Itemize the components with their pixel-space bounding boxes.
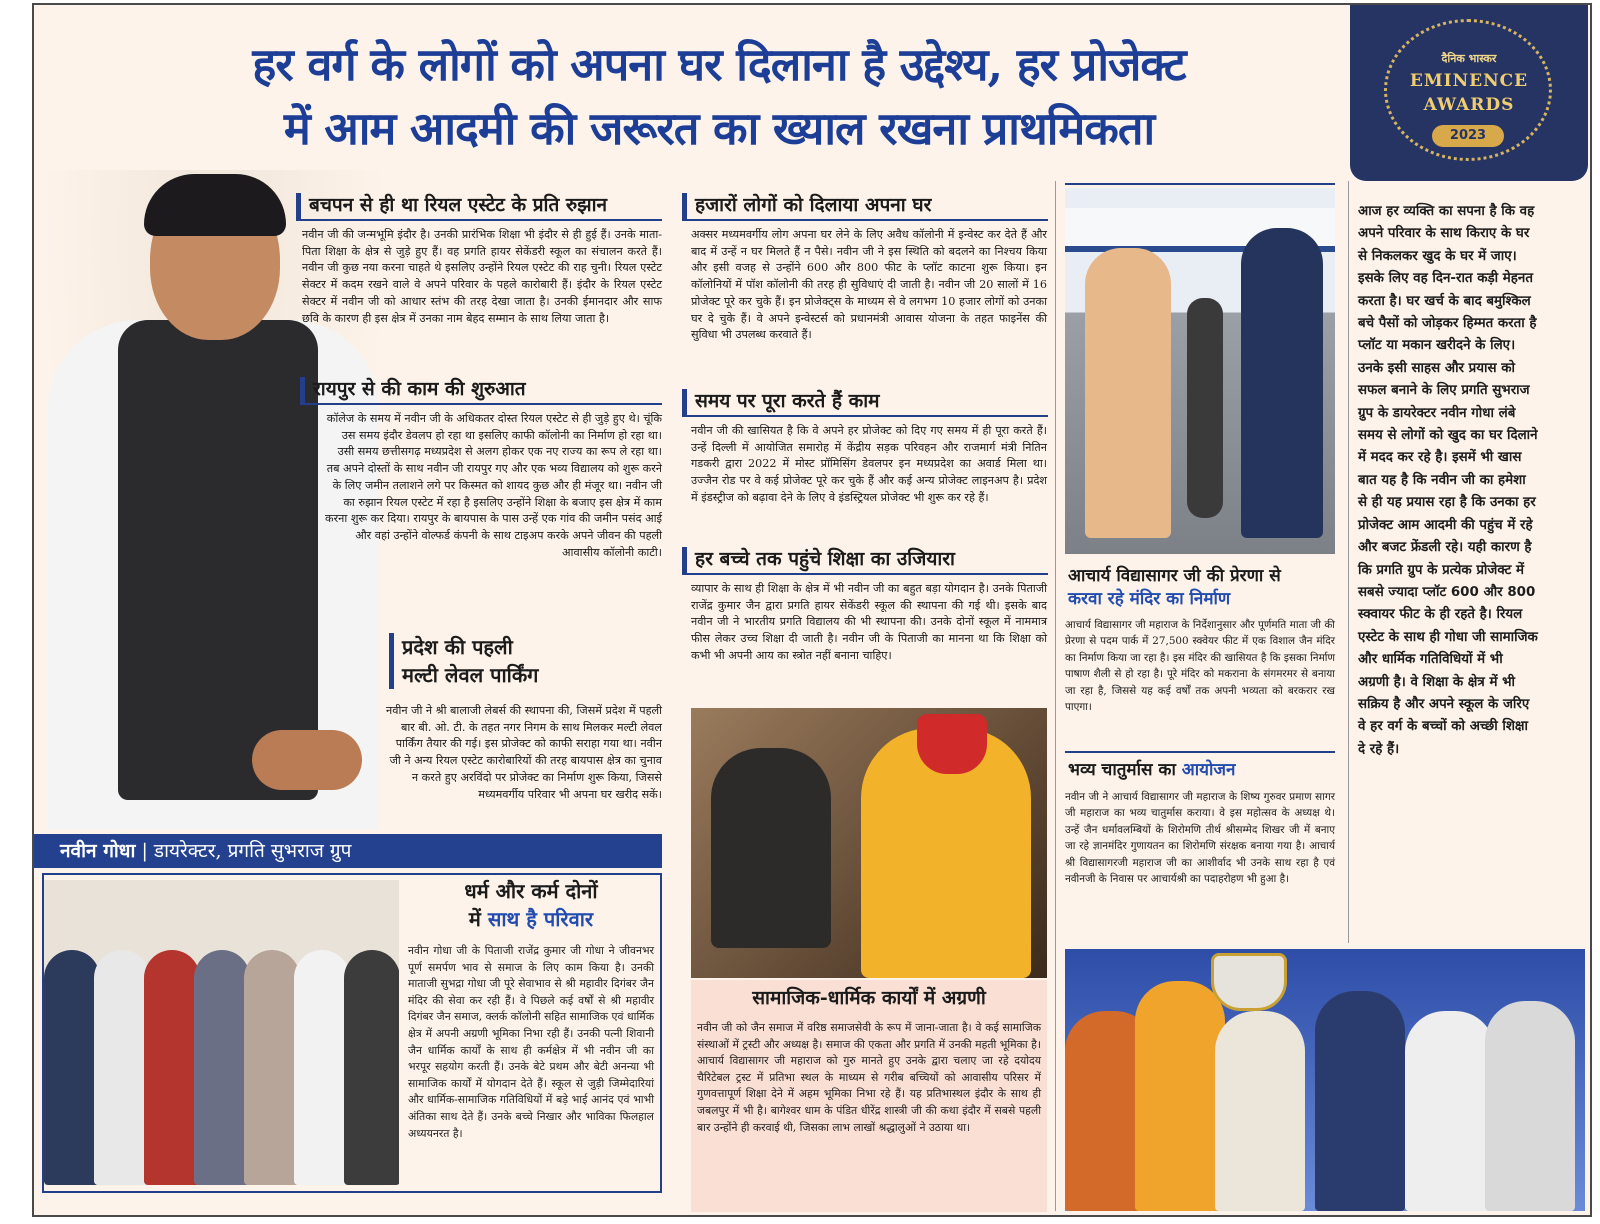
- eminence-awards-badge: [1350, 5, 1588, 181]
- text-parking: नवीन जी ने श्री बालाजी लेबर्स की स्थापना की, जिसमें प्रदेश में पहली बार बी. ओ. टी. के तहत नगर निगम के साथ मिलकर मल्टी लेवल पार्किंग तैयार की गई। इस प्रोजेक्ट को काफी सराहा गया था। नवीन जी ने अन्य रियल एस्टेट कारोबारियों की तरह बायपास क्षेत्र का चुनाव न करते हुए अरविंदो पर प्रोजेक्ट का निर्माण शुरू किया, जिससे मध्यमवर्गीय परिवार भी अपना घर खरीद सकें।: [386, 704, 662, 801]
- badge-brand: दैनिक भास्कर: [1441, 52, 1497, 65]
- heading-ontime: समय पर पूरा करते हैं काम: [682, 389, 1048, 417]
- heading-chaturmas: भव्य चातुर्मास का आयोजन: [1068, 760, 1236, 780]
- heading-family-highlight: साथ है परिवार: [487, 907, 594, 931]
- heading-parking: [389, 633, 662, 689]
- text-raipur: कॉलेज के समय में नवीन जी के अधिकतर दोस्त रियल एस्टेट से ही जुड़े हुए थे। चूंकि उस समय इंदौर डेवलप हो रहा था इसलिए काफी कॉलोनी का निर्माण हो रहा था। उसी समय छत्तीसगढ़ मध्यप्रदेश से अलग होकर एक नए राज्य का रूप ले रहा था। तब अपने दोस्तों के साथ नवीन जी रायपुर गए और एक भव्य विद्यालय को शुरू करने के लिए जमीन तलाशने लगे पर किस्मत को शायद कुछ और ही मंजूर था। नवीन जी का रुझान रियल एस्टेट में रहा है इसलिए उन्होंने शिक्षा के बजाए इस क्षेत्र में काम करना शुरू कर दिया। रायपुर के बायपास के पास उन्हें एक गांव की जमीन पसंद आई और वहां उन्होंने वोल्फर्ड कंपनी के साथ टाइअप करके अपने जीवन की पहली आवासीय कॉलोनी काटी।: [324, 412, 662, 559]
- heading-childhood: बचपन से ही था रियल एस्टेट के प्रति रुझान: [296, 193, 662, 221]
- group-felicitation-photo: [1065, 949, 1585, 1211]
- byline-name: नवीन गोधा: [60, 840, 136, 862]
- text-family: नवीन गोधा जी के पिताजी राजेंद्र कुमार जी गोधा ने जीवनभर पूर्ण समर्पण भाव से समाज के लिए काम किया है। उनकी माताजी सुभद्रा गोधा जी पूरे सेवाभाव से श्री महावीर दिगंबर जैन मंदिर की सेवा कर रही हैं। वे पिछले कई वर्षों से श्री महावीर दिगंबर जैन समाज, क्लर्क कॉलोनी सहित सामाजिक एवं धार्मिक क्षेत्र में अपनी अग्रणी भूमिका निभा रही हैं। उनकी पत्नी शिवानी जैन धार्मिक कार्यों के साथ ही कर्मक्षेत्र में भी नवीन जी का भरपूर सहयोग करती हैं। उनके बेटे प्रथम और बेटी अनन्या भी सामाजिक कार्यों में योगदान देते हैं। स्कूल से जुड़ी जिम्मेदारियां और धार्मिक-सामाजिक गतिविधियों में बड़े भाई आनंद एवं भाभी अंतिका साथ देते हैं। उनके बच्चे निखार और भाविका फिलहाल अध्ययनरत है।: [408, 944, 654, 1140]
- text-chaturmas: नवीन जी ने आचार्य विद्यासागर जी महाराज के शिष्य गुरुवर प्रमाण सागर जी महाराज का भव्य चातुर्मास कराया। वे इस महोत्सव के अध्यक्ष थे। उन्हें जैन धर्मावलम्बियों के शिरोमणि तीर्थ श्रीसम्मेद शिखर जी में बनाए जा रहे ज्ञानमंदिर गुणायतन का शिरोमणि संरक्षक बनाया गया है। आचार्य श्री विद्यासागरजी महाराज जी का आशीर्वाद भी उनके साथ रहा है एवं नवीनजी के निवास पर आचार्यश्री का पदाहरोहण भी हुआ है।: [1065, 791, 1335, 886]
- text-social: नवीन जी को जैन समाज में वरिष्ठ समाजसेवी के रूप में जाना-जाता है। वे कई सामाजिक संस्थाओं में ट्रस्टी और अध्यक्ष है। समाज की एकता और प्रगति में उनकी महती भूमिका है। आचार्य विद्यासागर जी महाराज को गुरु मानते हुए उनके द्वारा चलाए जा रहे दयोदय चैरिटेबल ट्रस्ट में प्रतिभा स्थल के माध्यम से गरीब बच्चियों को आवासीय परिसर में गुणवत्तापूर्ण शिक्षा देने में अहम भूमिका निभा रहे हैं। यह प्रतिभास्थल इंदौर के साथ ही जबलपुर में भी है। बागेश्वर धाम के पंडित धीरेंद्र शास्त्री जी की कथा इंदौर में सबसे पहली बार उन्होंने ही करवाई थी, जिसका लाभ लाखों श्रद्धालुओं ने उठाया था।: [697, 1021, 1041, 1134]
- heading-family-line-1: धर्म और कर्म दोनों: [464, 879, 598, 903]
- text-thousands: अक्सर मध्यमवर्गीय लोग अपना घर लेने के लिए अवैध कॉलोनी में इन्वेस्ट कर देते हैं और बाद में उन्हें न घर मिलते हैं न पैसे। नवीन जी ने इस स्थिति को बदलने का निश्चय किया और इसी वजह से उन्होंने 600 और 800 फीट के प्लॉट काटना शुरू किया। इन कॉलोनियों में पॉश कॉलोनी की तरह ही सुविधाएं दी जाती है। नवीन जी 20 सालों में 16 प्रोजेक्ट पूरे कर चुके हैं। इन प्रोजेक्ट्स के माध्यम से वे लगभग 10 हजार लोगों को उनका घर दे चुके हैं। वे अपने इन्वेस्टर्स को प्रधानमंत्री आवास योजना के तहत फाइनेंस की सुविधा भी उपलब्ध करवाते हैं।: [691, 228, 1047, 342]
- heading-temple: [1060, 565, 1336, 611]
- badge-year: 2023: [1432, 125, 1504, 147]
- heading-raipur: रायपुर से की काम की शुरुआत: [300, 377, 662, 405]
- badge-line-2: AWARDS: [1423, 95, 1515, 115]
- text-ontime: नवीन जी की खासियत है कि वे अपने हर प्रोजेक्ट को दिए गए समय में ही पूरा करते हैं। उन्हें दिल्ली में आयोजित समारोह में केंद्रीय सड़क परिवहन और राजमार्ग मंत्री नितिन गडकरी द्वारा 2022 में मोस्ट प्रॉमिसिंग डेवलपर इन मध्यप्रदेश का अवार्ड मिला था। उज्जैन रोड पर वे कई प्रोजेक्ट पूरे कर चुके हैं और कई अन्य प्रोजेक्ट लाइनअप है। प्रदेश में इंडस्ट्रीज को बढ़ावा देने के लिए वे इंडस्ट्रियल प्रोजेक्ट भी शुरू कर रहे हैं।: [691, 424, 1047, 504]
- text-childhood: नवीन जी की जन्मभूमि इंदौर है। उनकी प्रारंभिक शिक्षा भी इंदौर से ही हुई हैं। उनके माता-पिता शिक्षा के क्षेत्र से जुड़े हुए हैं। वह प्रगति हायर सेकेंडरी स्कूल का संचालन करते हैं। नवीन जी कुछ नया करना चाहते थे इसलिए उन्होंने रियल एस्टेट की राह चुनी। रियल एस्टेट सेक्टर में कदम रखने वाले वे अपने परिवार के पहले कारोबारी हैं। इंदौर के रियल एस्टेट सेक्टर में नवीन जी को आधार स्तंभ की तरह देखा जाता है। उनकी ईमानदार और साफ छवि के कारण ही इस क्षेत्र में उनका नाम बेहद सम्मान के साथ लिया जाता है।: [302, 228, 662, 325]
- heading-thousands: हजारों लोगों को दिलाया अपना घर: [682, 193, 1048, 221]
- heading-temple-line-1: आचार्य विद्यासागर जी की प्रेरणा से: [1068, 566, 1281, 586]
- headline-line-2: में आम आदमी की जरूरत का ख्याल रखना प्राथमिकता: [283, 102, 1155, 155]
- headline-line-1: हर वर्ग के लोगों को अपना घर दिलाना है उद्देश्य, हर प्रोजेक्ट: [252, 38, 1186, 91]
- byline-title: डायरेक्टर, प्रगति सुभराज ग्रुप: [153, 840, 352, 862]
- heading-education: हर बच्चे तक पहुंचे शिक्षा का उजियारा: [682, 547, 1048, 575]
- heading-family: धर्म और कर्म दोनों में साथ है परिवार: [406, 877, 656, 933]
- badge-line-1: EMINENCE: [1409, 71, 1529, 91]
- religious-event-photo: [691, 708, 1047, 978]
- airport-greeting-photo: [1065, 188, 1335, 554]
- page-headline: [74, 33, 1364, 161]
- text-education: व्यापार के साथ ही शिक्षा के क्षेत्र में भी नवीन जी का बहुत बड़ा योगदान है। उनके पिताजी राजेंद्र कुमार जैन द्वारा प्रगति हायर सेकेंडरी स्कूल की स्थापना की गई थी। इसके बाद नवीन जी ने भारतीय प्रगति विद्यालय की भी स्थापना की। उनके दोनों स्कूल में नाममात्र फीस लेकर उच्च शिक्षा दी जाती है। नवीन जी के पिताजी का मानना था कि शिक्षा को कभी भी अपनी आय का स्त्रोत नहीं बनाना चाहिए।: [691, 582, 1047, 662]
- heading-chaturmas-highlight: आयोजन: [1181, 760, 1236, 780]
- sidebar-text: आज हर व्यक्ति का सपना है कि वह अपने परिवार के साथ किराए के घर से निकलकर खुद के घर में जाए। इसके लिए वह दिन-रात कड़ी मेहनत करता है। घर खर्च के बाद बमुश्किल बचे पैसों को जोड़कर हिम्मत करता है प्लॉट या मकान खरीदने के लिए। उनके इसी साहस और प्रयास को सफल बनाने के लिए प्रगति सुभराज ग्रुप के डायरेक्टर नवीन गोधा लंबे समय से लोगों को खुद का घर दिलाने में मदद कर रहे है। इसमें भी खास बात यह है कि नवीन जी का हमेशा से ही यह प्रयास रहा है कि उनका हर प्रोजेक्ट आम आदमी की पहुंच में रहे और बजट फ्रेंडली रहे। यही कारण है कि प्रगति ग्रुप के प्रत्येक प्रोजेक्ट में सबसे ज्यादा प्लॉट 600 और 800 स्क्वायर फीट के ही रहते है। रियल एस्टेट के साथ ही गोधा जी सामाजिक और धार्मिक गतिविधियों में भी अग्रणी है। वे शिक्षा के क्षेत्र में भी सक्रिय है और अपने स्कूल के जरिए वे हर वर्ग के बच्चों को अच्छी शिक्षा दे रहे हैं।: [1358, 204, 1538, 757]
- family-event-photo: [44, 880, 399, 1185]
- heading-parking-line-2: मल्टी लेवल पार्किंग: [402, 663, 539, 687]
- byline-bar: नवीन गोधा | डायरेक्टर, प्रगति सुभराज ग्रुप: [34, 834, 662, 868]
- social-box: [691, 980, 1047, 1212]
- heading-social: सामाजिक-धार्मिक कार्यों में अग्रणी: [752, 987, 986, 1009]
- heading-temple-line-2: करवा रहे मंदिर का निर्माण: [1068, 589, 1231, 609]
- heading-parking-line-1: प्रदेश की पहली: [402, 635, 513, 659]
- text-temple: आचार्य विद्यासागर जी महाराज के निर्देशानुसार और पूर्णमति माता जी की प्रेरणा से पदम पार्क में 27,500 स्क्वेयर फीट में एक विशाल जैन मंदिर का निर्माण किया जा रहा है। इस मंदिर की खासियत है कि इसका निर्माण पाषाण शैली से हो रहा है। पूरे मंदिर को मकराना के संगमरमर से बनाया जा रहा है, जिससे यह कई वर्षों तक अपनी भव्यता को बरकरार रख पाएगा।: [1065, 619, 1335, 714]
- newspaper-page: [32, 3, 1592, 1217]
